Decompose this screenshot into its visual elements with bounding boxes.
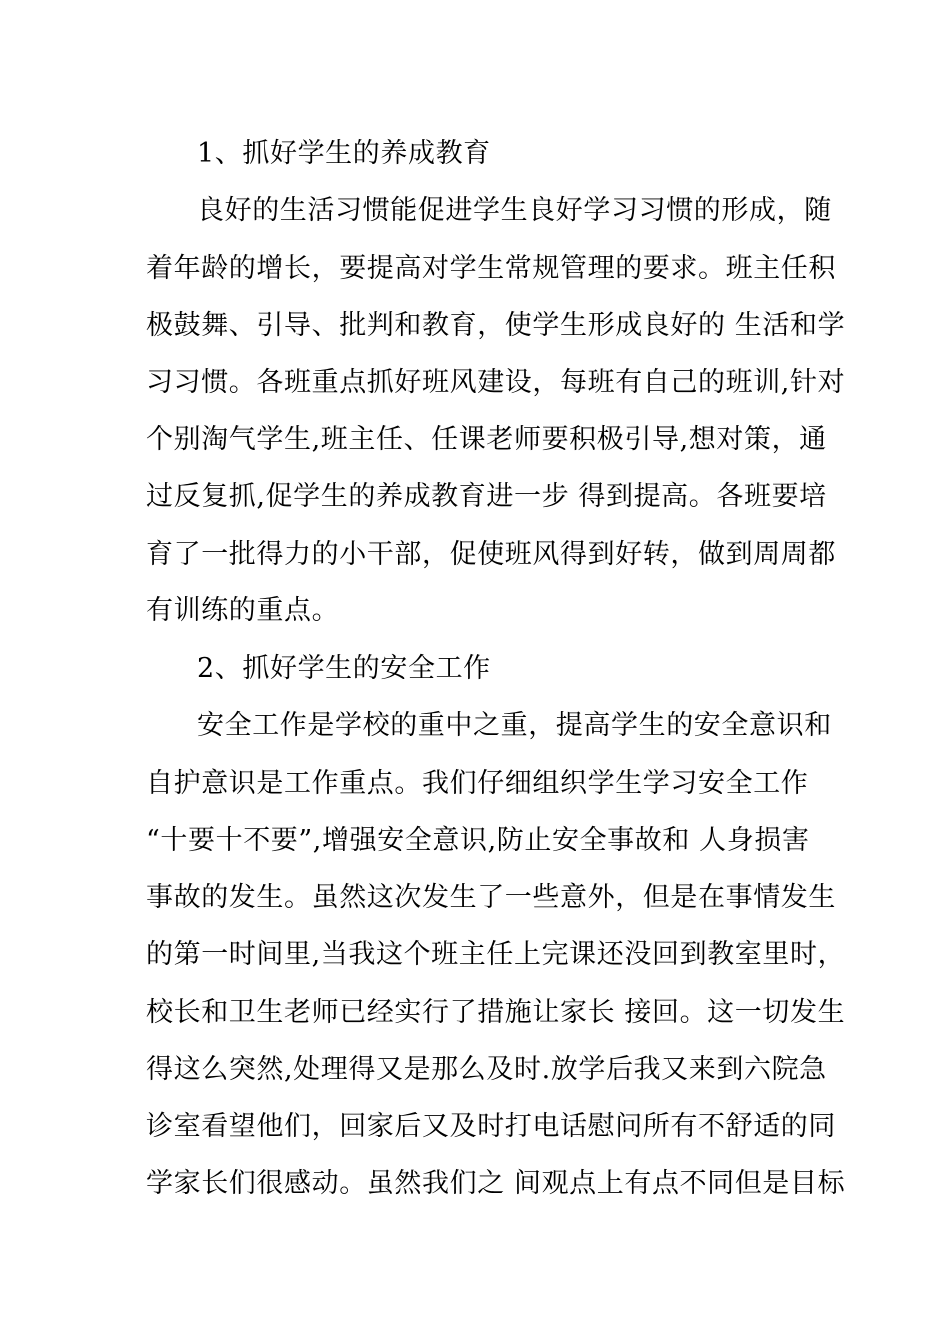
section-1-line-1: 良好的生活习惯能促进学生良好学习习惯的形成，随 (197, 195, 832, 226)
section-1-line-5: 个别淘气学生,班主任、任课老师要积极引导,想对策，通 (146, 424, 827, 455)
section-2-line-4: 事故的发生。虽然这次发生了一些意外，但是在事情发生 (146, 882, 836, 913)
section-1-line-4: 习习惯。各班重点抓好班风建设，每班有自己的班训,针对 (146, 367, 846, 398)
section-2-line-2: 自护意识是工作重点。我们仔细组织学生学习安全工作 (146, 768, 809, 799)
section-1-heading: 1、抓好学生的养成教育 (197, 138, 491, 169)
section-1-line-2: 着年龄的增长，要提高对学生常规管理的要求。班主任积 (146, 253, 836, 284)
section-2-line-3: “十要十不要”,增强安全意识,防止安全事故和 人身损害 (146, 825, 810, 856)
section-2-line-5: 的第一时间里,当我这个班主任上完课还没回到教室里时， (146, 939, 846, 970)
section-2-line-8: 诊室看望他们，回家后又及时打电话慰问所有不舒适的同 (146, 1111, 836, 1142)
section-1-line-8: 有训练的重点。 (146, 595, 340, 626)
section-2-line-1: 安全工作是学校的重中之重，提高学生的安全意识和 (197, 710, 832, 741)
section-1-line-3: 极鼓舞、引导、批判和教育，使学生形成良好的 生活和学 (146, 310, 846, 341)
section-2-heading: 2、抓好学生的安全工作 (197, 653, 491, 684)
section-2-line-6: 校长和卫生老师已经实行了措施让家长 接回。这一切发生 (146, 997, 846, 1028)
section-1-line-6: 过反复抓,促学生的养成教育进一步 得到提高。各班要培 (146, 481, 827, 512)
section-2-line-7: 得这么突然,处理得又是那么及时.放学后我又来到六院急 (146, 1054, 827, 1085)
section-1-line-7: 育了一批得力的小干部，促使班风得到好转，做到周周都 (146, 539, 836, 570)
section-2-line-9: 学家长们很感动。虽然我们之 间观点上有点不同但是目标 (146, 1168, 846, 1199)
